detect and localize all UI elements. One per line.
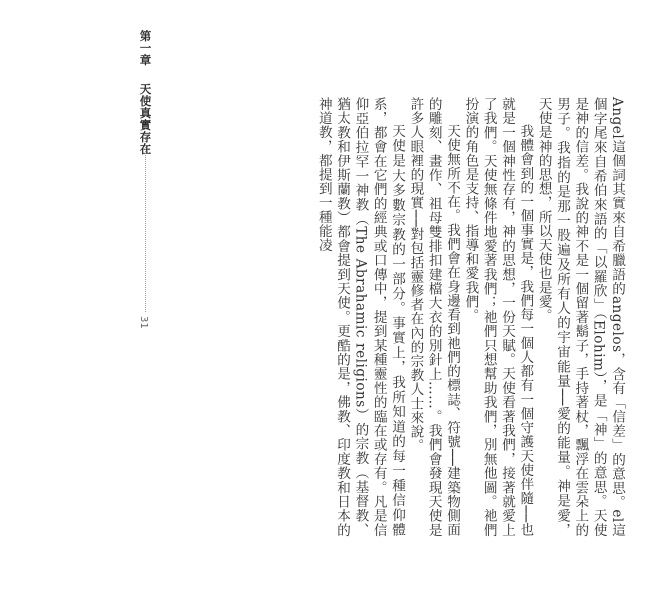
page-number: 31 <box>138 316 149 329</box>
running-head-rule <box>145 137 146 312</box>
chapter-label: 第一章 <box>138 30 153 66</box>
body-text <box>186 97 626 537</box>
running-head <box>139 30 151 155</box>
chapter-title: 天使真實存在 <box>138 82 153 155</box>
paragraph-2: 我體會到的一個事實是，我們每一個人都有一個守護天使伴隨──也就是一個神性存有，神的思想，一份天賦。天使看著我們，接著就愛上了我們。天使無條件地愛著我們；祂們只想幫助我們，別無他圖。祂們扮演的角色是支持、指導和愛我們。 <box>462 97 534 537</box>
paragraph-4: 天使是大多數宗教的一部分。事實上，我所知道的每一種信仰體系，都會在它們的經典或口傳中，提到某種靈性的臨在或存有。凡是信仰亞伯拉罕一神教（The Abrahamic religions）的宗教（基督教、猶太教和伊斯蘭教）都會提到天使。更酷的是，佛教、印度教和日本的神道教，都提到一種能凌 <box>315 97 406 537</box>
paragraph-1: Angel這個詞其實來自希臘語的angelos，含有「信差」的意思。el這個字尾來自希伯來語的「以羅欣」（Elohim），是「神」的意思。天使是神的信差。我說的神不是一個留著鬍子，手持著杖，飄浮在雲朵上的男子。我指的是那一股遍及所有人的宇宙能量──愛的能量。神是愛，天使是神的思想，所以天使也是愛。 <box>535 97 625 537</box>
paragraph-3: 天使無所不在。我們會在身邊看到祂們的標誌、符號──建築物側面的雕刻、畫作、祖母雙排扣建檔大衣的別針上……。我們會發現天使是許多人眼裡的現實──對包括靈修者在內的宗教人士來說。 <box>407 97 461 537</box>
